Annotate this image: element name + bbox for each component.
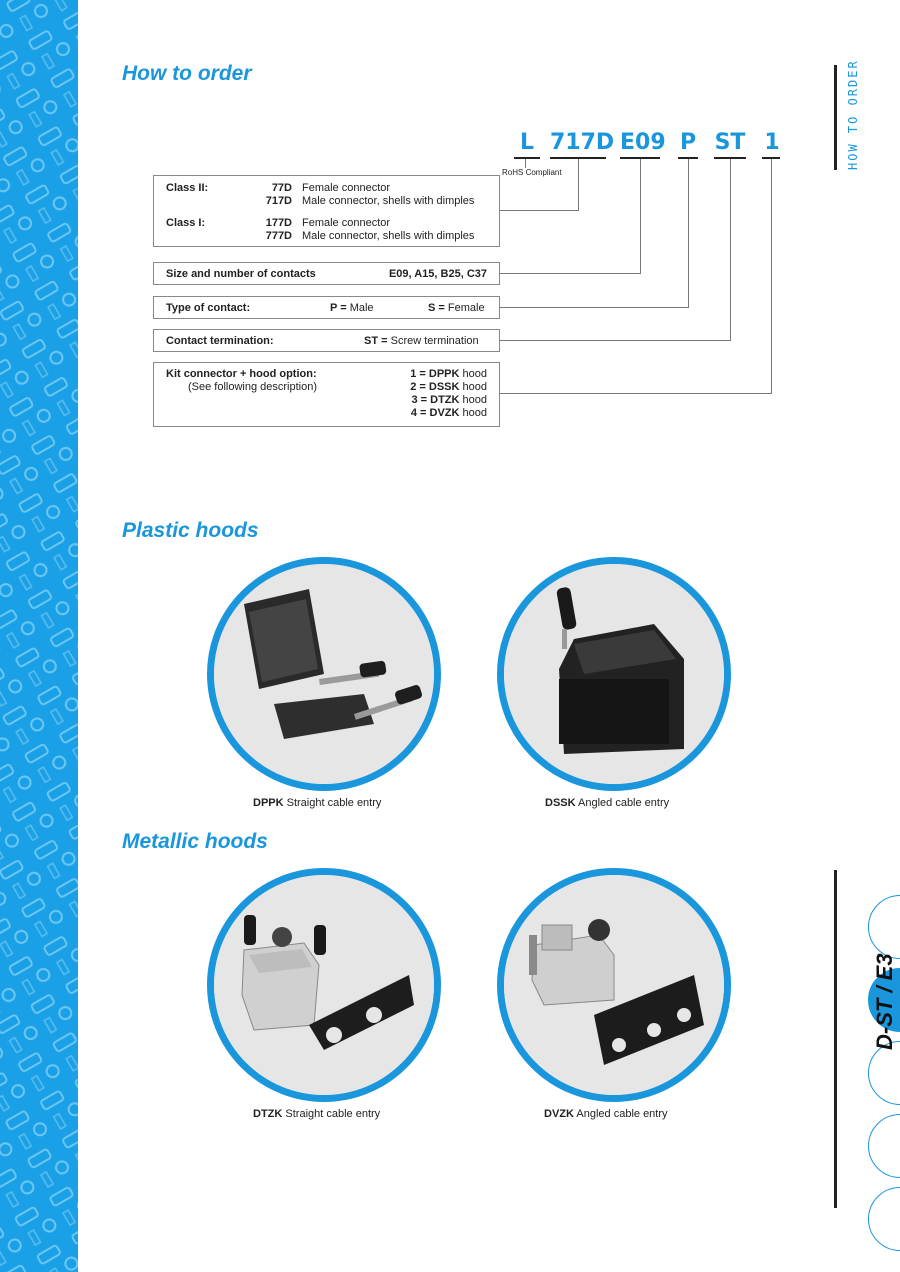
class2-desc-1: Female connector [302, 182, 391, 194]
kit-option-4-suffix: hood [462, 407, 487, 419]
code-underline [514, 157, 540, 159]
class2-code-1: 77D [271, 182, 292, 194]
dtzk-desc: Straight cable entry [285, 1108, 381, 1120]
termination-box [153, 329, 500, 352]
open-hood-icon [214, 564, 434, 784]
right-divider-bar [834, 870, 837, 1208]
dvzk-caption [544, 1108, 668, 1120]
metallic-hoods-title: Metallic hoods [122, 830, 268, 853]
series-label: D-ST / E3 [872, 953, 897, 1050]
plastic-hoods-title: Plastic hoods [122, 519, 259, 542]
dppk-code: DPPK [253, 797, 284, 809]
dssk-code: DSSK [545, 797, 576, 809]
kit-sublabel: (See following description) [188, 381, 318, 393]
kit-label: Kit connector + hood option: [166, 368, 317, 380]
kit-option-2-suffix: hood [462, 381, 487, 393]
kit-option-1 [410, 368, 487, 380]
kit-option-4-code: 4 = DVZK [410, 407, 460, 419]
kit-option-4 [411, 407, 487, 419]
how-to-order-title: How to order [122, 62, 252, 85]
size-box [153, 262, 500, 285]
dvzk-code: DVZK [544, 1108, 574, 1120]
code-part-kit: 1 [764, 130, 780, 155]
dtzk-caption [253, 1108, 380, 1120]
dppk-caption [253, 797, 381, 809]
kit-option-3-suffix: hood [462, 394, 487, 406]
class2-code-2: 717D [265, 195, 292, 207]
connector-pattern-icon [0, 0, 78, 1272]
kit-option-1-suffix: hood [462, 368, 487, 380]
connector-line [771, 159, 772, 394]
dssk-hood-photo [497, 557, 731, 791]
kit-option-2-code: 2 = DSSK [410, 381, 460, 393]
connector-line [688, 159, 689, 308]
kit-option-3-code: 3 = DTZK [411, 394, 460, 406]
kit-option-1-code: 1 = DPPK [410, 368, 460, 380]
type-female-code: S = [428, 302, 445, 314]
tab-circle[interactable] [868, 895, 900, 959]
kit-option-2 [410, 381, 487, 393]
type-label: Type of contact: [166, 302, 251, 314]
size-label: Size and number of contacts [166, 268, 316, 280]
metal-angled-hood-icon [504, 875, 724, 1095]
type-female-text: Female [447, 302, 485, 314]
size-value: E09, A15, B25, C37 [388, 268, 487, 280]
class1-label: Class I: [166, 217, 206, 229]
metal-straight-hood-icon [214, 875, 434, 1095]
class1-desc-2: Male connector, shells with dimples [302, 230, 475, 242]
how-to-order-side-label: HOW TO ORDER [846, 59, 860, 170]
connector-line [500, 210, 579, 211]
dppk-desc: Straight cable entry [286, 797, 382, 809]
dssk-caption [545, 797, 669, 809]
type-male-code: P = [330, 302, 347, 314]
connector-line [525, 159, 526, 168]
connector-line [500, 340, 731, 341]
kit-box [153, 362, 500, 427]
code-part-termination: ST [714, 130, 746, 155]
termination-value [364, 335, 479, 347]
class1-code-2: 777D [265, 230, 292, 242]
connector-line [500, 273, 641, 274]
kit-option-3 [411, 394, 487, 406]
rohs-label: RoHS Compliant [502, 168, 562, 177]
tab-circle[interactable] [868, 1041, 900, 1105]
tab-circle[interactable] [868, 1187, 900, 1251]
tab-circle[interactable] [868, 1114, 900, 1178]
class1-code-1: 177D [265, 217, 292, 229]
code-part-class: 717D [550, 130, 615, 155]
dppk-hood-photo [207, 557, 441, 791]
termination-text: Screw termination [390, 335, 479, 347]
termination-label: Contact termination: [166, 335, 274, 347]
connector-line [640, 159, 641, 274]
dtzk-hood-photo [207, 868, 441, 1102]
angled-hood-icon [504, 564, 724, 784]
connector-line [730, 159, 731, 341]
termination-code: ST = [364, 335, 388, 347]
left-decorative-strip [0, 0, 78, 1272]
connector-line [578, 159, 579, 211]
class-box [153, 175, 500, 247]
code-part-size: E09 [620, 130, 666, 155]
connector-line [500, 393, 772, 394]
right-divider-bar [834, 65, 837, 170]
type-male [330, 302, 374, 314]
code-part-type: P [679, 130, 697, 155]
type-female [428, 302, 485, 314]
dvzk-desc: Angled cable entry [576, 1108, 668, 1120]
type-box [153, 296, 500, 319]
dtzk-code: DTZK [253, 1108, 283, 1120]
class2-label: Class II: [166, 182, 209, 194]
dssk-desc: Angled cable entry [578, 797, 670, 809]
type-male-text: Male [349, 302, 374, 314]
class2-desc-2: Male connector, shells with dimples [302, 195, 475, 207]
connector-line [500, 307, 689, 308]
dvzk-hood-photo [497, 868, 731, 1102]
class1-desc-1: Female connector [302, 217, 391, 229]
code-part-prefix: L [519, 130, 535, 155]
